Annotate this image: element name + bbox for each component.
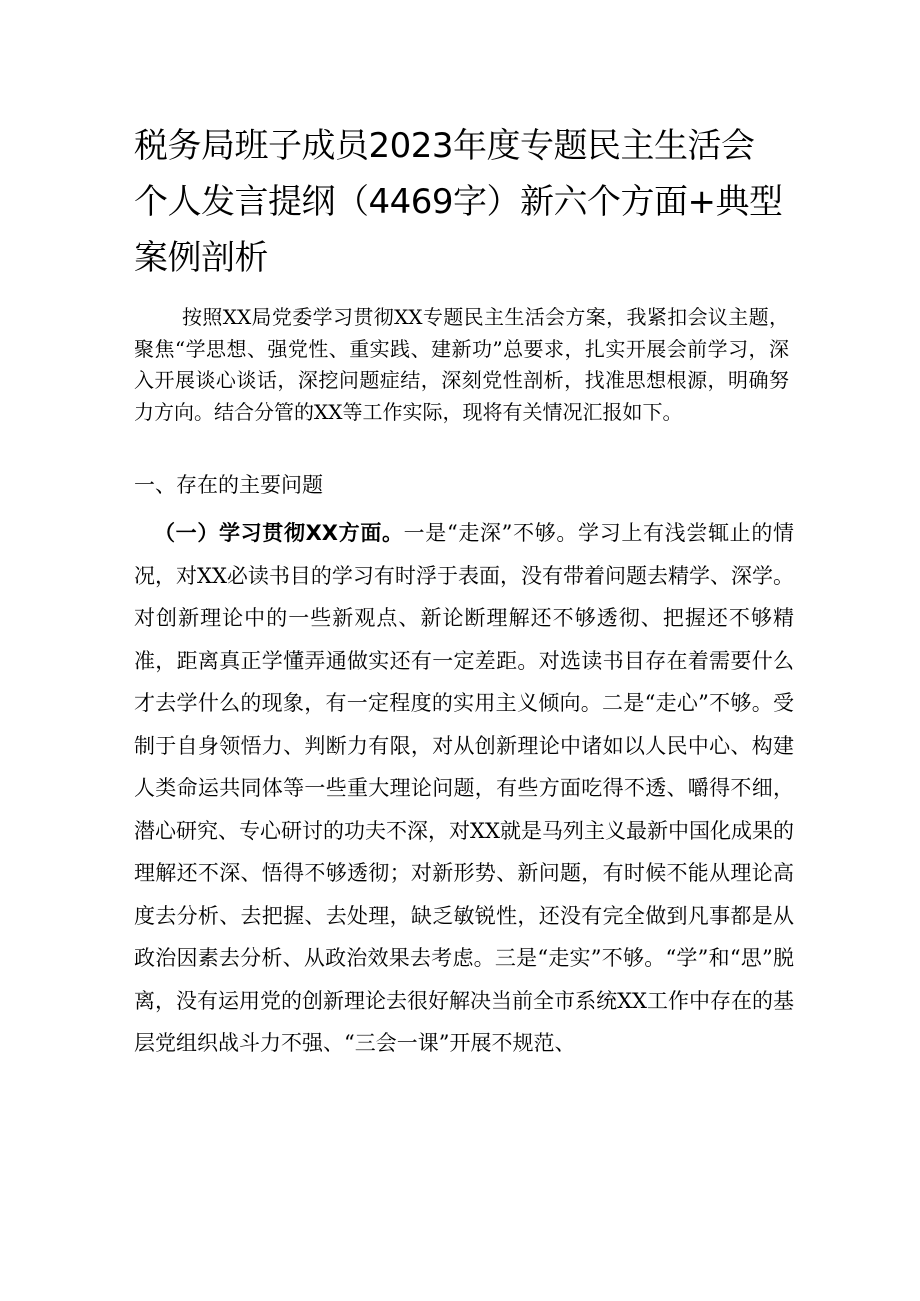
- title-line-3: 案例剖析: [134, 238, 268, 278]
- title-line-2: 个人发言提纲（4469字）新六个方面+典型: [134, 182, 783, 222]
- body-text: 一是“走深”不够。学习上有浅尝辄止的情况，对XX必读书目的学习有时浮于表面，没有带着问题去精学、深学。对创新理论中的一些新观点、新论断理解还不够透彻、把握还不够精准，距离真正学懂弄通做实还有一定差距。对选读书目存在着需要什么才去学什么的现象，有一定程度的实用主义倾向。二是“走心”不够。受制于自身领悟力、判断力有限，对从创新理论中诸如以人民中心、构建人类命运共同体等一些重大理论问题，有些方面吃得不透、嚼得不细，潜心研究、专心研讨的功夫不深，对XX就是马列主义最新中国化成果的理解还不深、悟得不够透彻；对新形势、新问题，有时候不能从理论高度去分析、去把握、去处理，缺乏敏锐性，还没有完全做到凡事都是从政治因素去分析、从政治效果去考虑。三是“走实”不够。“学”和“思”脱离，没有运用党的创新理论去很好解决当前全市系统XX工作中存在的基层党组织战斗力不强、“三会一课”开展不规范、: [134, 521, 794, 1055]
- intro-paragraph: 按照XX局党委学习贯彻XX专题民主生活会方案，我紧扣会议主题，聚焦“学思想、强党性、重实践、建新功”总要求，扎实开展会前学习，深入开展谈心谈话，深挖问题症结，深刻党性剖析，找准思想根源，明确努力方向。结合分管的XX等工作实际，现将有关情况汇报如下。: [134, 305, 789, 424]
- document-title: [134, 118, 783, 286]
- section-heading: 一、存在的主要问题: [134, 473, 323, 497]
- subsection-heading: （一）学习贯彻XX方面。: [154, 521, 404, 545]
- body-paragraph: [134, 512, 794, 1065]
- title-line-1: 税务局班子成员2023年度专题民主生活会: [134, 126, 755, 166]
